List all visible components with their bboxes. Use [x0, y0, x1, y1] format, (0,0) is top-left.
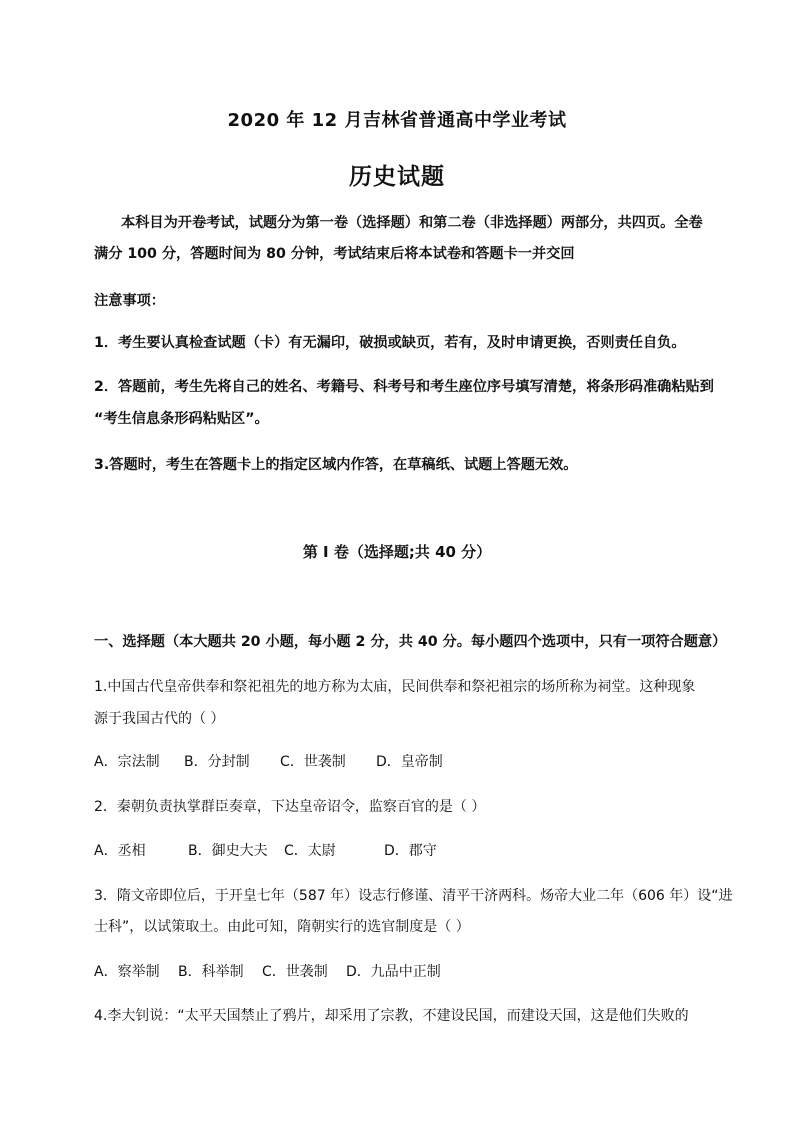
question-2-option-c: C．太尉: [284, 843, 336, 859]
notice-heading: 注意事项：: [94, 293, 165, 309]
part-one-heading: 第 I 卷（选择题;共 40 分）: [302, 543, 492, 561]
notice-item-3: 3.答题时，考生在答题卡上的指定区域内作答，在草稿纸、试题上答题无效。: [94, 457, 578, 473]
question-3-option-b: B．科举制: [178, 964, 244, 980]
question-1-stem-line-2: 源于我国古代的（ ）: [94, 711, 225, 727]
notice-item-2-line-2: “考生信息条形码粘贴区”。: [94, 411, 269, 427]
question-2-option-d: D．郡守: [384, 843, 437, 859]
question-3-option-d: D．九品中正制: [346, 964, 441, 980]
notice-item-1: 1．考生要认真检查试题（卡）有无漏印，破损或缺页，若有，及时申请更换，否则责任自负。: [94, 335, 686, 351]
question-3-option-a: A．察举制: [94, 964, 160, 980]
question-1-option-d: D．皇帝制: [376, 754, 443, 770]
question-4-stem-line-1: 4.李大钊说：“太平天国禁止了鸦片，却采用了宗教，不建设民国，而建设天国，这是他们失败的: [94, 1008, 689, 1024]
subject-title: 历史试题: [349, 164, 445, 190]
question-1-stem-line-1: 1.中国古代皇帝供奉和祭祀祖先的地方称为太庙，民间供奉和祭祀祖宗的场所称为祠堂。这种现象: [94, 679, 696, 695]
exam-title: 2020 年 12 月吉林省普通高中学业考试: [227, 110, 567, 131]
question-3-stem-line-2: 士科”，以试策取土。由此可知，隋朝实行的选官制度是（ ）: [94, 919, 470, 935]
notice-item-2-line-1: 2．答题前，考生先将自己的姓名、考籍号、科考号和考生座位序号填写清楚，将条形码准确粘贴到: [94, 379, 714, 395]
question-3-stem-line-1: 3．隋文帝即位后，于开皇七年（587 年）设志行修谨、清平干济两科。炀帝大业二年（606 年）设“进: [94, 888, 733, 904]
question-3-option-c: C．世袭制: [262, 964, 328, 980]
question-2-stem: 2．秦朝负责执掌群臣奏章，下达皇帝诏令，监察百官的是（ ）: [94, 799, 486, 815]
question-1-option-c: C．世袭制: [280, 754, 346, 770]
question-2-option-b: B．御史大夫: [188, 843, 268, 859]
question-1-option-a: A．宗法制: [94, 754, 160, 770]
intro-line-2: 满分 100 分，答题时间为 80 分钟，考试结束后将本试卷和答题卡一并交回: [94, 246, 575, 262]
question-2-option-a: A．丞相: [94, 843, 146, 859]
choice-section-heading: 一、选择题（本大题共 20 小题，每小题 2 分，共 40 分。每小题四个选项中，只有一项符合题意）: [94, 634, 727, 650]
intro-line-1: 本科目为开卷考试，试题分为第一卷（选择题）和第二卷（非选择题）两部分，共四页。全卷: [121, 215, 703, 231]
question-1-option-b: B．分封制: [184, 754, 250, 770]
